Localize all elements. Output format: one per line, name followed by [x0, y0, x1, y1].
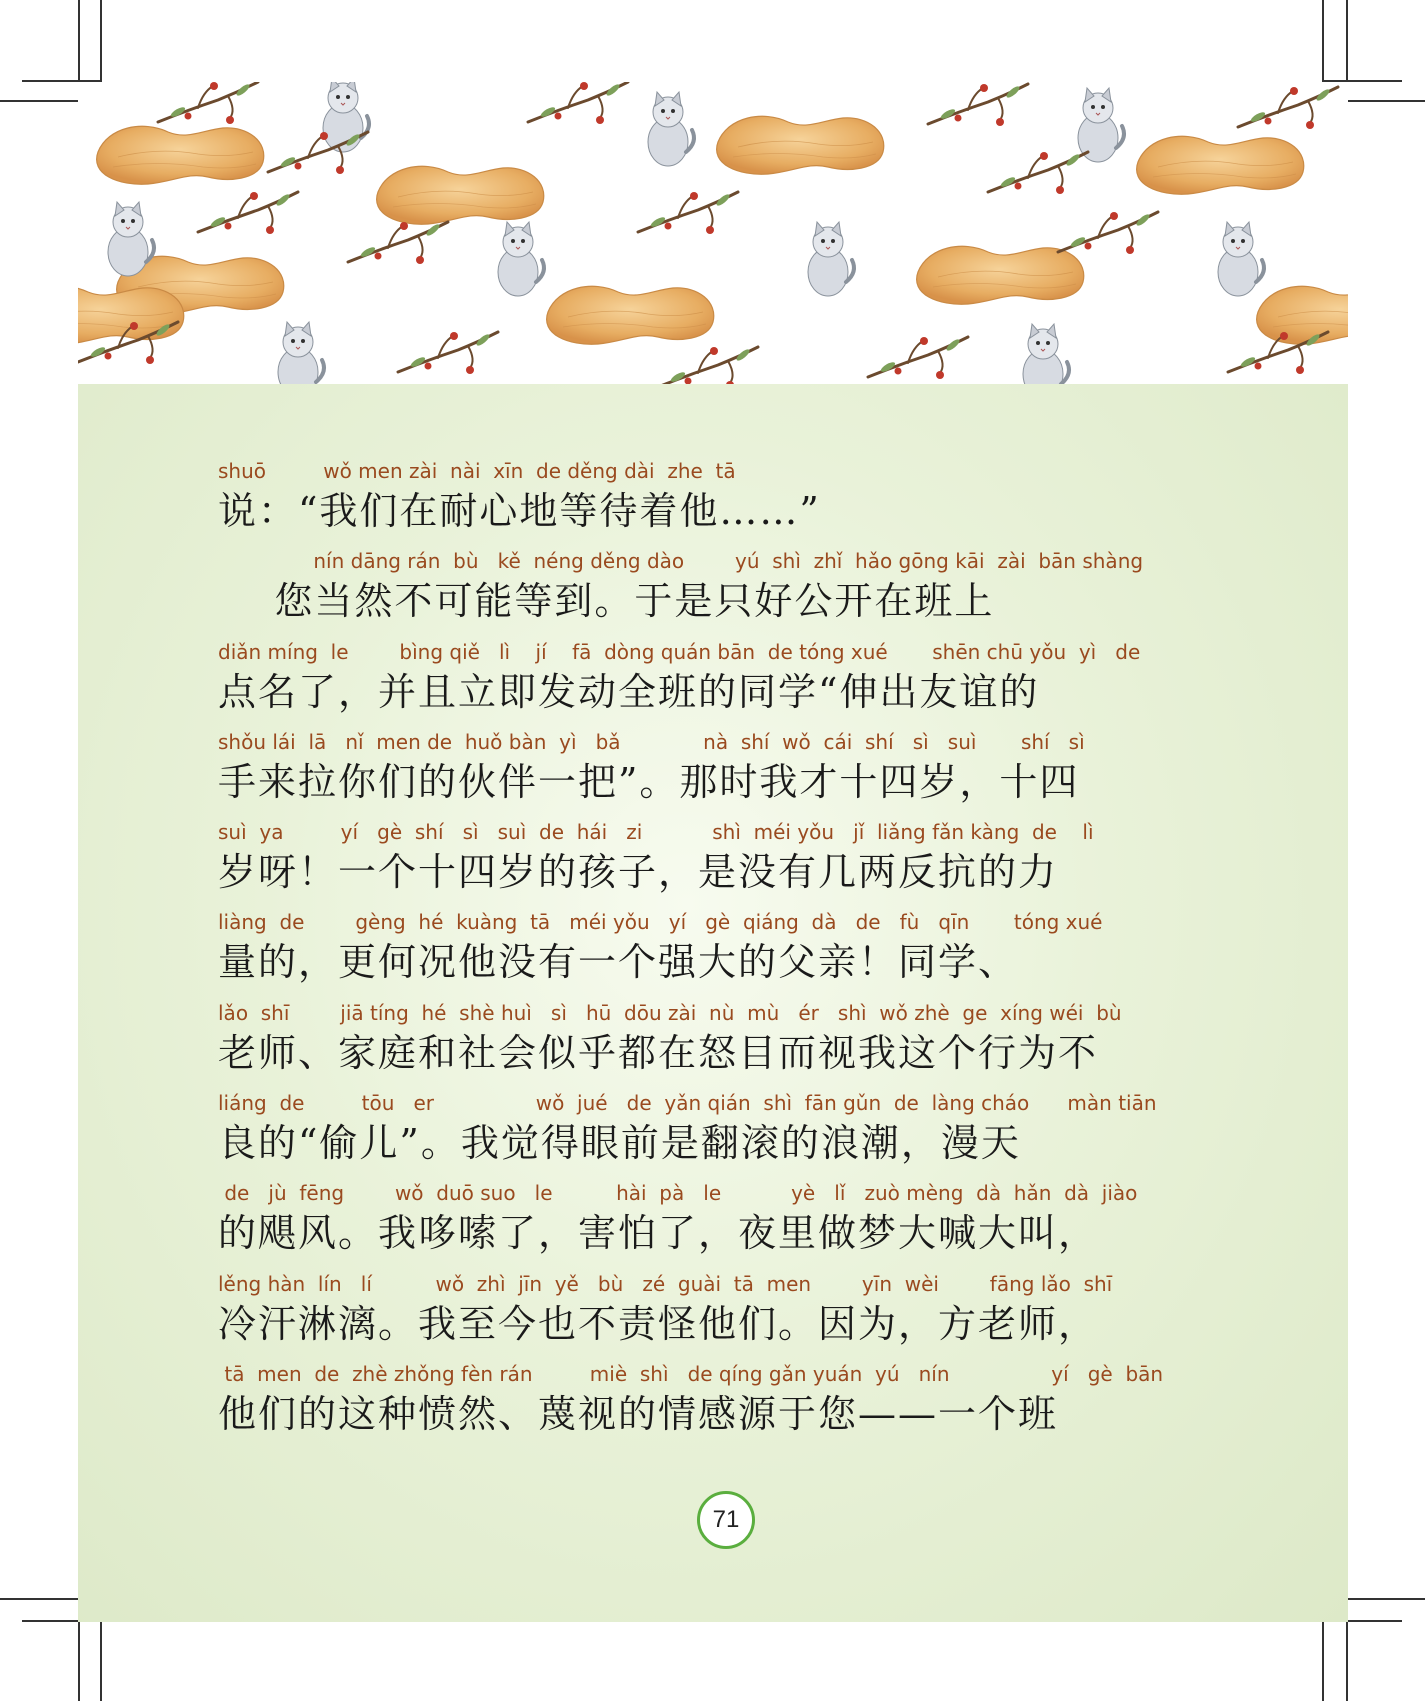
text-line	[218, 1359, 1220, 1449]
hanzi-line: 点名了，并且立即发动全班的同学“伸出友谊的	[218, 669, 1040, 714]
pinyin-line: tā men de zhè zhǒng fèn rán miè shì de qíng gǎn yuán yú nín yí gè bān	[218, 1361, 1164, 1386]
crop-mark	[78, 0, 80, 80]
hanzi-line: 量的，更何况他没有一个强大的父亲！同学、	[218, 940, 1019, 985]
pinyin-line: de jù fēng wǒ duō suo le hài pà le yè lǐ zuò mèng dà hǎn dà jiào	[218, 1181, 1138, 1206]
text-line	[218, 1088, 1220, 1178]
cat-icon	[498, 222, 544, 296]
text-line	[218, 817, 1220, 907]
branch-icon	[1058, 212, 1158, 254]
branch-icon	[1238, 87, 1338, 129]
pinyin-line: nín dāng rán bù kě néng děng dào yú shì zhǐ hǎo gōng kāi zài bān shàng	[218, 549, 1144, 574]
hanzi-line: 岁呀！一个十四岁的孩子，是没有几两反抗的力	[218, 850, 1059, 895]
branch-icon	[528, 82, 628, 124]
hanzi-line: 冷汗淋漓。我至今也不责怪他们。因为，方老师，	[218, 1301, 1099, 1346]
text-line	[218, 998, 1220, 1088]
page-number: 71	[697, 1491, 755, 1549]
cat-icon	[1218, 222, 1264, 296]
pinyin-line: liàng de gèng hé kuàng tā méi yǒu yí gè qiáng dà de fù qīn tóng xué	[218, 910, 1103, 935]
branch-icon	[198, 192, 298, 234]
crop-mark	[1346, 1598, 1425, 1600]
crop-mark	[100, 1620, 102, 1701]
crop-mark	[0, 1598, 80, 1600]
pinyin-line: shuō wǒ men zài nài xīn de děng dài zhe tā	[218, 459, 736, 483]
crop-mark	[0, 100, 80, 102]
peanut-icon	[917, 246, 1084, 304]
branch-icon	[348, 222, 448, 264]
text-line	[218, 1178, 1220, 1268]
peanut-icon	[717, 116, 884, 174]
cat-icon	[808, 222, 854, 296]
text-line	[218, 1269, 1220, 1359]
cat-icon	[648, 92, 694, 166]
branch-icon	[268, 132, 368, 174]
hanzi-line: 老师、家庭和社会似乎都在怒目而视我这个行为不	[218, 1030, 1099, 1075]
crop-mark	[1346, 100, 1425, 102]
peanut-icon	[547, 286, 714, 344]
text-line	[218, 907, 1220, 997]
branch-icon	[988, 152, 1088, 194]
crop-mark	[1322, 1620, 1324, 1701]
peanut-icon	[377, 166, 544, 224]
hanzi-line: 良的“偷儿”。我觉得眼前是翻滚的浪潮，漫天	[218, 1121, 1021, 1166]
text-line	[218, 637, 1220, 727]
hanzi-line: 他们的这种愤然、蔑视的情感源于您——一个班	[218, 1391, 1059, 1436]
text-line	[218, 546, 1220, 636]
text-line	[218, 727, 1220, 817]
pinyin-line: lǎo shī jiā tíng hé shè huì sì hū dōu zài nù mù ér shì wǒ zhè ge xíng wéi bù	[218, 1000, 1122, 1025]
cat-icon	[278, 322, 324, 384]
branch-icon	[928, 84, 1028, 126]
branch-icon	[398, 332, 498, 374]
peanut-icon	[78, 286, 184, 344]
crop-mark	[1346, 0, 1348, 80]
pinyin-line: shǒu lái lā nǐ men de huǒ bàn yì bǎ nà shí wǒ cái shí sì suì shí sì	[218, 729, 1085, 754]
story-text	[218, 456, 1220, 1449]
branch-icon	[638, 192, 738, 234]
pinyin-line: diǎn míng le bìng qiě lì jí fā dòng quán bān de tóng xué shēn chū yǒu yì de	[218, 639, 1141, 664]
pinyin-line: lěng hàn lín lí wǒ zhì jīn yě bù zé guài tā men yīn wèi fāng lǎo shī	[218, 1271, 1113, 1296]
cat-icon	[1078, 88, 1124, 162]
text-line	[218, 456, 1220, 546]
peanut-icon	[1257, 286, 1348, 344]
branch-icon	[658, 347, 758, 384]
branch-icon	[868, 337, 968, 379]
peanut-icon	[1137, 136, 1304, 194]
pinyin-line: liáng de tōu er wǒ jué de yǎn qián shì fān gǔn de làng cháo màn tiān	[218, 1091, 1157, 1116]
cat-icon	[1023, 324, 1069, 384]
branch-icon	[158, 82, 258, 124]
peanut-icon	[97, 126, 264, 184]
hanzi-line: 手来拉你们的伙伴一把”。那时我才十四岁，十四	[218, 759, 1080, 804]
hanzi-line: 说：“我们在耐心地等待着他……”	[218, 489, 821, 533]
pinyin-line: suì ya yí gè shí sì suì de hái zi shì méi yǒu jǐ liǎng fǎn kàng de lì	[218, 820, 1094, 845]
hanzi-line: 的飓风。我哆嗦了，害怕了，夜里做梦大喊大叫，	[218, 1211, 1099, 1256]
hanzi-line: 您当然不可能等到。于是只好公开在班上	[218, 579, 995, 624]
illustration-banner	[78, 82, 1348, 384]
